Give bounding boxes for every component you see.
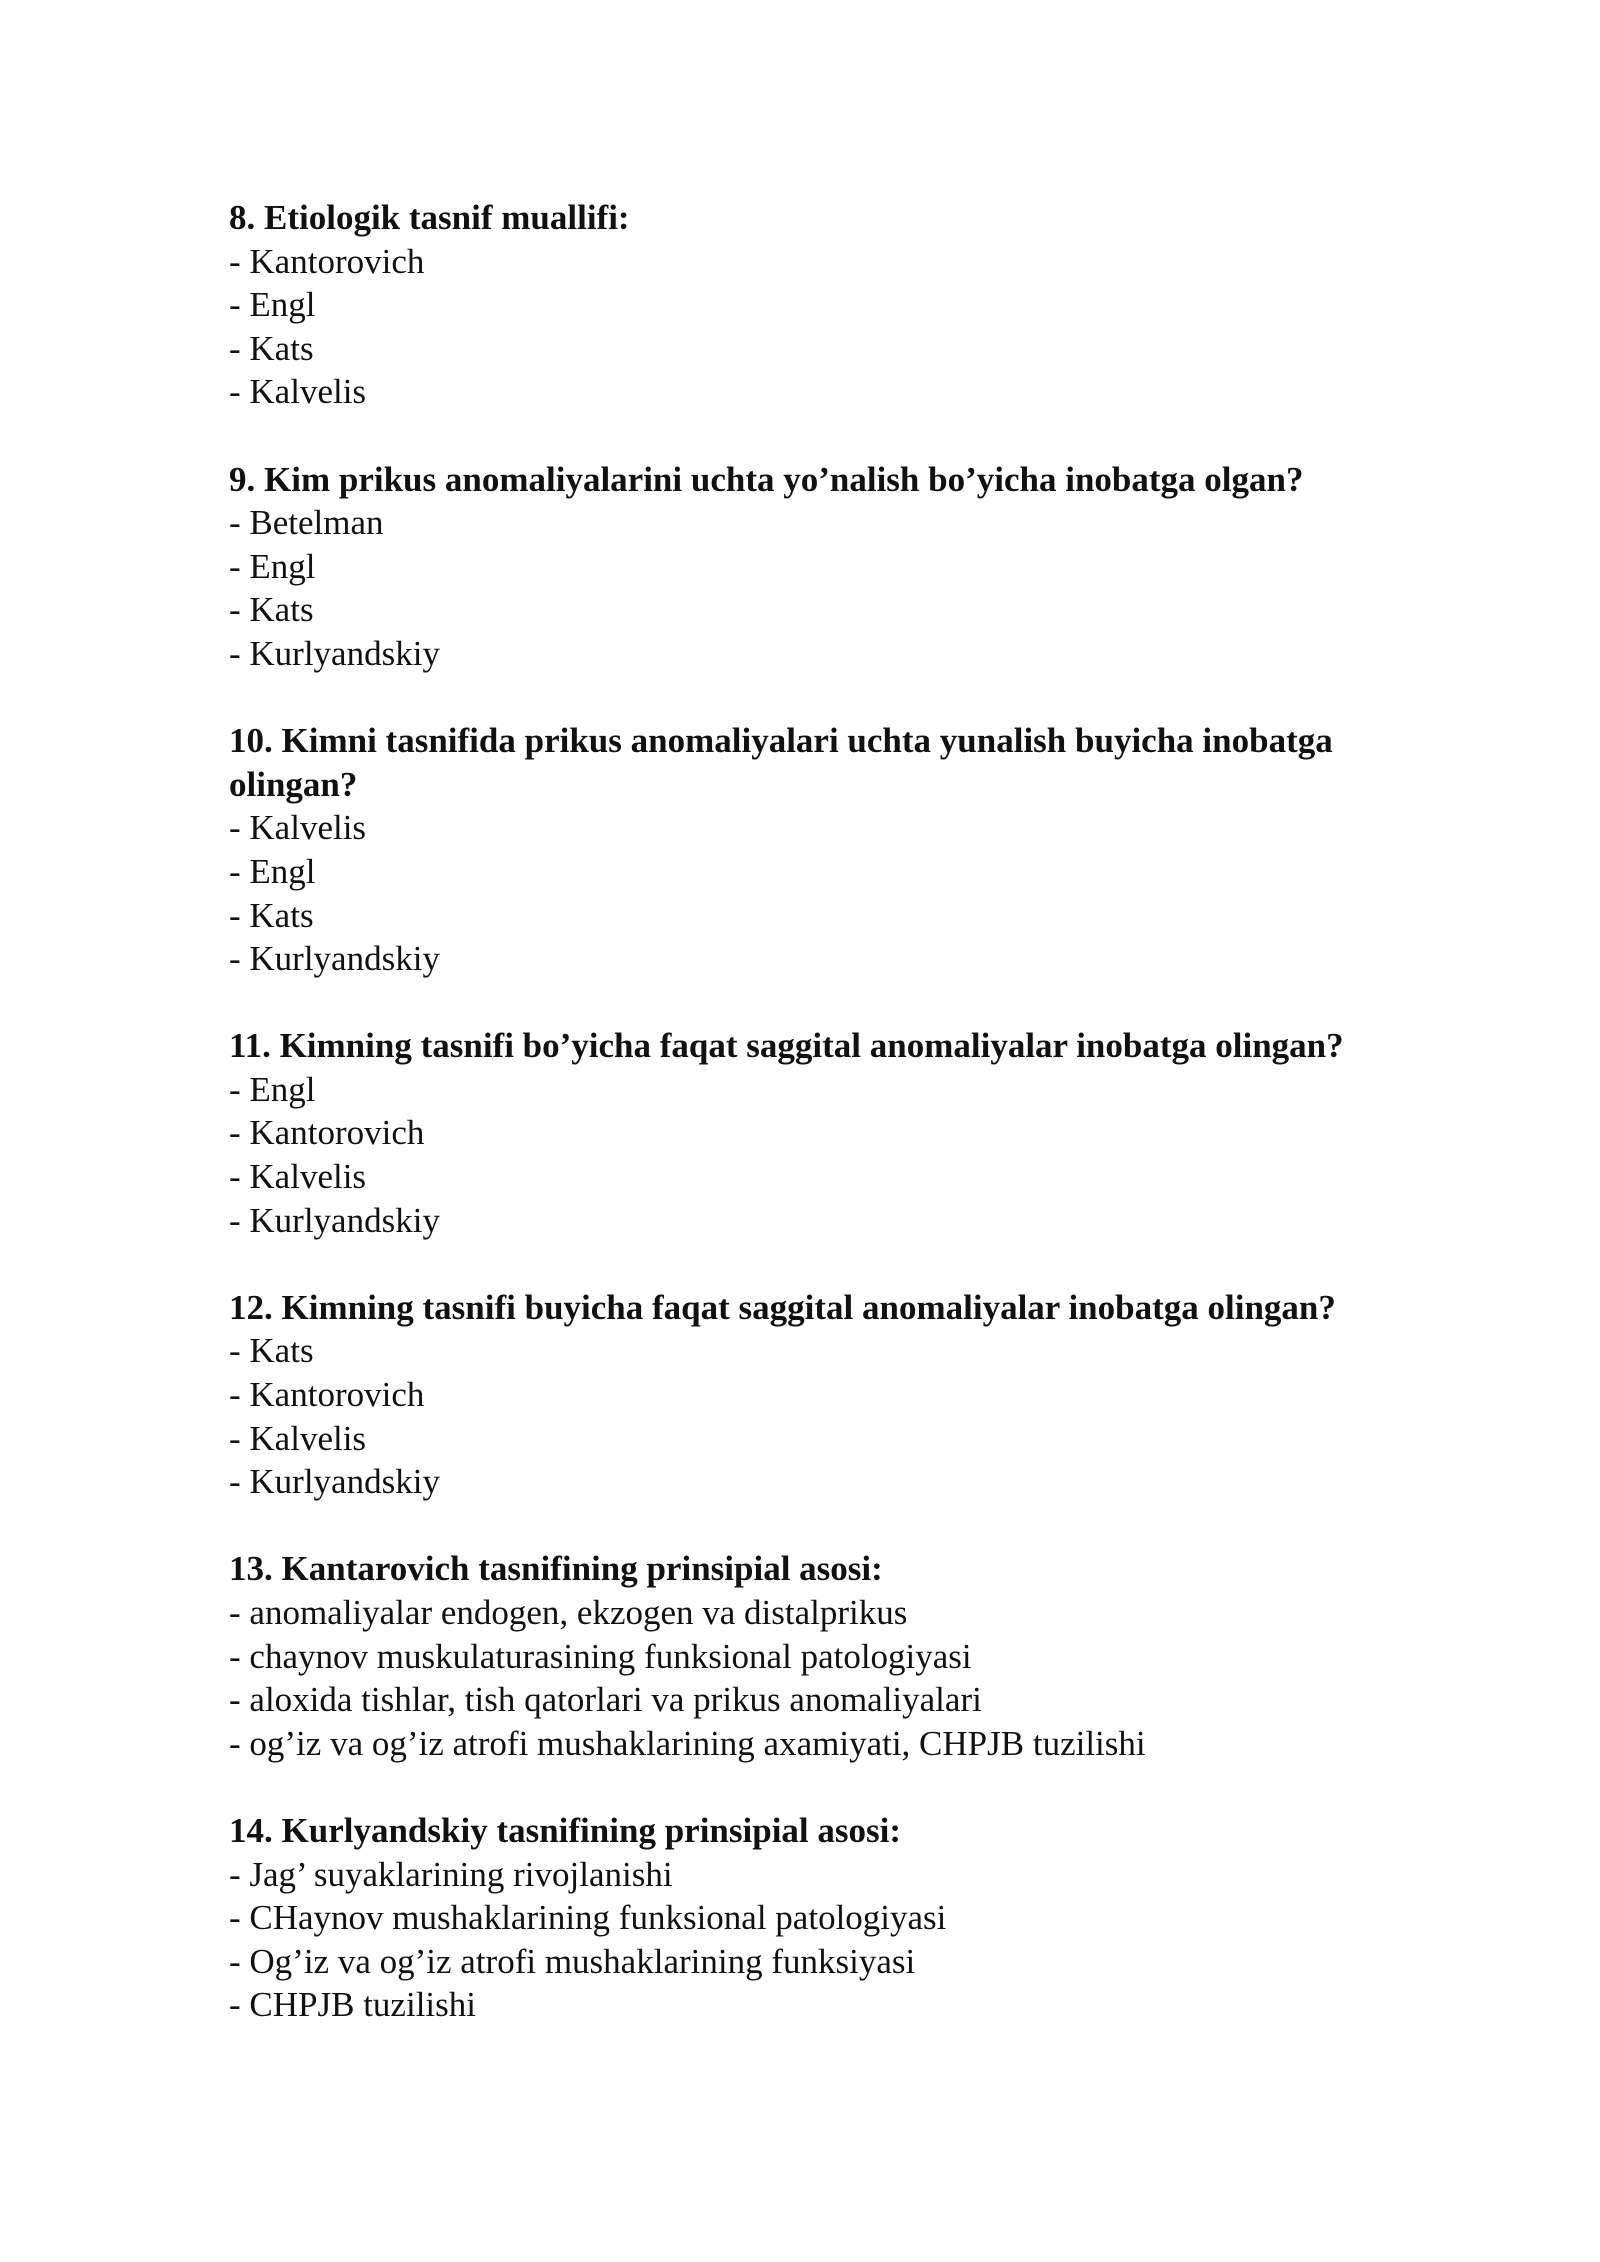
answer-options [229,1591,1469,1765]
question-title: 8. Etiologik tasnif muallifi: [229,198,630,237]
answer-option: - Kantorovich [229,1375,425,1415]
answer-option: - Kantorovich [229,1113,425,1153]
answer-option: - Og’iz va og’iz atrofi mushaklarining funksiyasi [229,1941,916,1981]
answer-option: - aloxida tishlar, tish qatorlari va prikus anomaliyalari [229,1680,982,1720]
answer-option: - Kurlyandskiy [229,1462,440,1502]
answer-option: - Kalvelis [229,808,367,848]
question-12 [229,1286,1469,1504]
answer-option: - Kats [229,590,314,630]
answer-options [229,806,1469,980]
answer-option: - Kalvelis [229,1157,367,1197]
question-8 [229,196,1469,414]
answer-option: - Kats [229,328,314,368]
answer-option: - Jag’ suyaklarining rivojlanishi [229,1854,673,1894]
answer-option: - chaynov muskulaturasining funksional patologiyasi [229,1636,972,1676]
question-14 [229,1809,1469,2027]
answer-option: - Kurlyandskiy [229,939,440,979]
answer-option: - Kats [229,1331,314,1371]
answer-option: - CHPJB tuzilishi [229,1985,476,2025]
question-title: 12. Kimning tasnifi buyicha faqat saggital anomaliyalar inobatga olingan? [229,1287,1336,1327]
answer-options [229,501,1469,675]
answer-option: - Kalvelis [229,372,367,412]
question-title: 11. Kimning tasnifi bo’yicha faqat saggital anomaliyalar inobatga olingan? [229,1026,1344,1066]
answer-option: - Kats [229,895,314,935]
answer-option: - anomaliyalar endogen, ekzogen va distalprikus [229,1593,908,1632]
question-9 [229,458,1469,676]
answer-option: - Engl [229,1069,316,1109]
answer-option: - Engl [229,546,316,586]
answer-option: - Engl [229,851,316,891]
answer-options [229,1853,1469,2027]
answer-options [229,240,1469,414]
answer-options [229,1068,1469,1242]
question-title: 14. Kurlyandskiy tasnifining prinsipial asosi: [229,1810,902,1850]
question-10 [229,719,1469,981]
question-title: 10. Kimni tasnifida prikus anomaliyalari uchta yunalish buyicha inobatga olingan? [229,721,1333,804]
answer-option: - Kantorovich [229,241,425,281]
answer-option: - CHaynov mushaklarining funksional patologiyasi [229,1898,947,1938]
question-11 [229,1024,1469,1242]
question-title: 9. Kim prikus anomaliyalarini uchta yo’nalish bo’yicha inobatga olgan? [229,459,1304,499]
answer-option: - og’iz va og’iz atrofi mushaklarining axamiyati, CHPJB tuzilishi [229,1723,1146,1763]
answer-option: - Engl [229,285,316,325]
question-title: 13. Kantarovich tasnifining prinsipial asosi: [229,1549,883,1589]
answer-option: - Kalvelis [229,1418,367,1458]
answer-option: - Kurlyandskiy [229,633,440,673]
document-page [229,196,1469,2071]
answer-option: - Betelman [229,503,384,543]
answer-option: - Kurlyandskiy [229,1200,440,1240]
question-13 [229,1547,1469,1765]
answer-options [229,1329,1469,1503]
